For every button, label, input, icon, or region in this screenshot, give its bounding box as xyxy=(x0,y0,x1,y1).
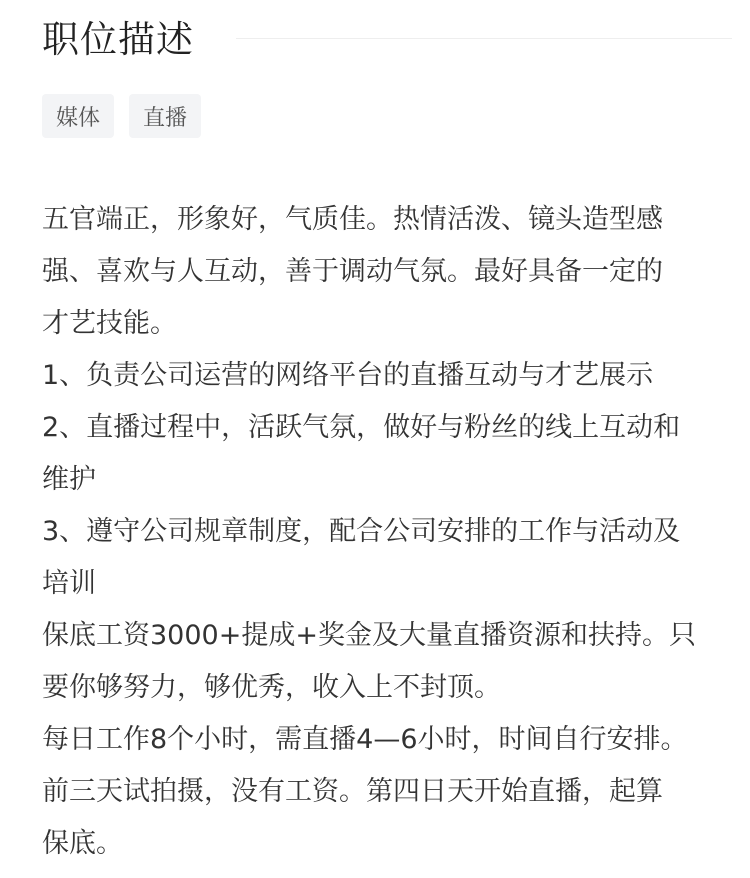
description-line: 1、负责公司运营的网络平台的直播互动与才艺展示 xyxy=(42,360,654,391)
section-header xyxy=(42,8,732,64)
tag-livestream: 直播 xyxy=(129,94,201,138)
job-description xyxy=(42,194,732,870)
description-line: 前三天试拍摄，没有工资。第四日天开始直播，起算 xyxy=(42,776,663,807)
description-line: 每日工作8个小时，需直播4—6小时，时间自行安排。 xyxy=(42,724,688,755)
description-line: 保底。 xyxy=(42,828,123,859)
description-line: 2、直播过程中，活跃气氛，做好与粉丝的线上互动和 xyxy=(42,412,681,443)
section-title: 职位描述 xyxy=(42,18,194,61)
description-line: 3、遵守公司规章制度，配合公司安排的工作与活动及 xyxy=(42,516,681,547)
title-divider xyxy=(236,38,732,39)
tag-list xyxy=(42,94,201,138)
description-line: 维护 xyxy=(42,464,96,495)
description-line: 五官端正，形象好，气质佳。热情活泼、镜头造型感 xyxy=(42,204,663,235)
description-line: 保底工资3000+提成+奖金及大量直播资源和扶持。只 xyxy=(42,620,696,651)
description-line: 强、喜欢与人互动，善于调动气氛。最好具备一定的 xyxy=(42,256,663,287)
description-line: 才艺技能。 xyxy=(42,308,177,339)
description-line: 培训 xyxy=(42,568,96,599)
description-line: 要你够努力，够优秀，收入上不封顶。 xyxy=(42,672,501,703)
tag-media: 媒体 xyxy=(42,94,114,138)
